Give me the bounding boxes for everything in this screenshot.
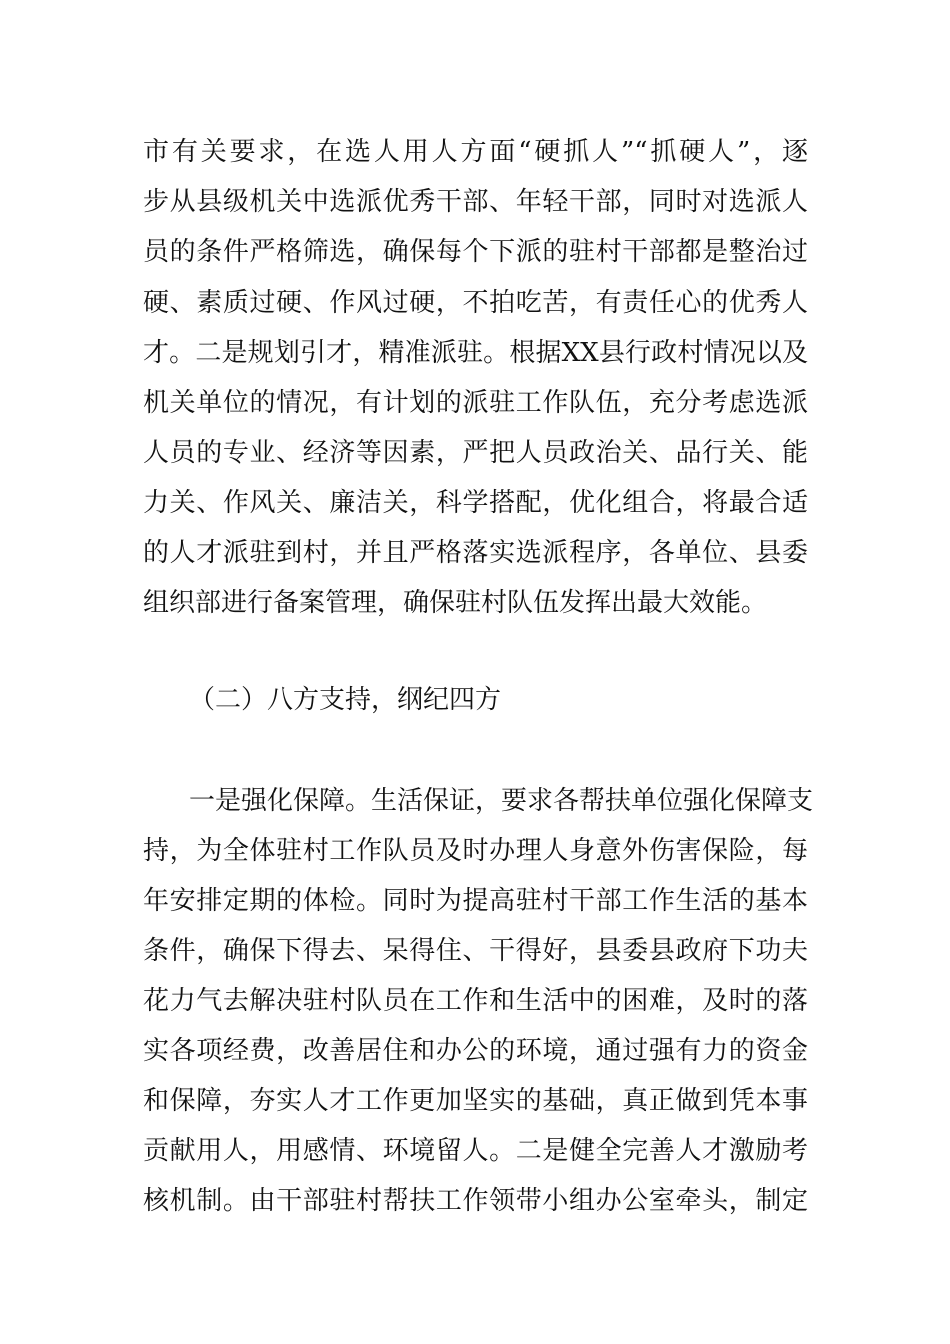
paragraph-2-line: 贡献用人，用感情、环境留人。二是健全完善人才激励考 bbox=[143, 1136, 808, 1166]
paragraph-1-line: 组织部进行备案管理，确保驻村队伍发挥出最大效能。 bbox=[143, 588, 768, 618]
paragraph-2-line: 条件，确保下得去、呆得住、干得好，县委县政府下功夫 bbox=[143, 936, 808, 966]
paragraph-2-line: 持，为全体驻村工作队员及时办理人身意外伤害保险，每 bbox=[143, 836, 808, 866]
paragraph-1-line: 硬、素质过硬、作风过硬，不拍吃苦，有责任心的优秀人 bbox=[143, 288, 808, 318]
paragraph-1-line: 力关、作风关、廉洁关，科学搭配，优化组合，将最合适 bbox=[143, 488, 808, 518]
paragraph-2-line: 实各项经费，改善居住和办公的环境，通过强有力的资金 bbox=[143, 1036, 808, 1066]
paragraph-2-line: 一是强化保障。生活保证，要求各帮扶单位强化保障支 bbox=[189, 786, 814, 816]
paragraph-2-line: 年安排定期的体检。同时为提高驻村干部工作生活的基本 bbox=[143, 886, 808, 916]
paragraph-1-line: 步从县级机关中选派优秀干部、年轻干部，同时对选派人 bbox=[143, 187, 808, 217]
paragraph-2-line: 花力气去解决驻村队员在工作和生活中的困难，及时的落 bbox=[143, 986, 808, 1016]
paragraph-2-line: 和保障，夯实人才工作更加坚实的基础，真正做到凭本事 bbox=[143, 1086, 808, 1116]
paragraph-1-line: 员的条件严格筛选，确保每个下派的驻村干部都是整治过 bbox=[143, 237, 808, 267]
paragraph-1-line: 的人才派驻到村，并且严格落实选派程序，各单位、县委 bbox=[143, 538, 808, 568]
section-heading: （二）八方支持，纲纪四方 bbox=[189, 685, 502, 715]
paragraph-2-line: 核机制。由干部驻村帮扶工作领带小组办公室牵头，制定 bbox=[143, 1186, 808, 1216]
paragraph-1-line: 人员的专业、经济等因素，严把人员政治关、品行关、能 bbox=[143, 438, 808, 468]
paragraph-1-line: 市有关要求，在选人用人方面“硬抓人”“抓硬人”，逐 bbox=[143, 137, 808, 167]
paragraph-1-line: 才。二是规划引才，精准派驻。根据XX县行政村情况以及 bbox=[143, 338, 808, 368]
paragraph-1-line: 机关单位的情况，有计划的派驻工作队伍，充分考虑选派 bbox=[143, 388, 808, 418]
